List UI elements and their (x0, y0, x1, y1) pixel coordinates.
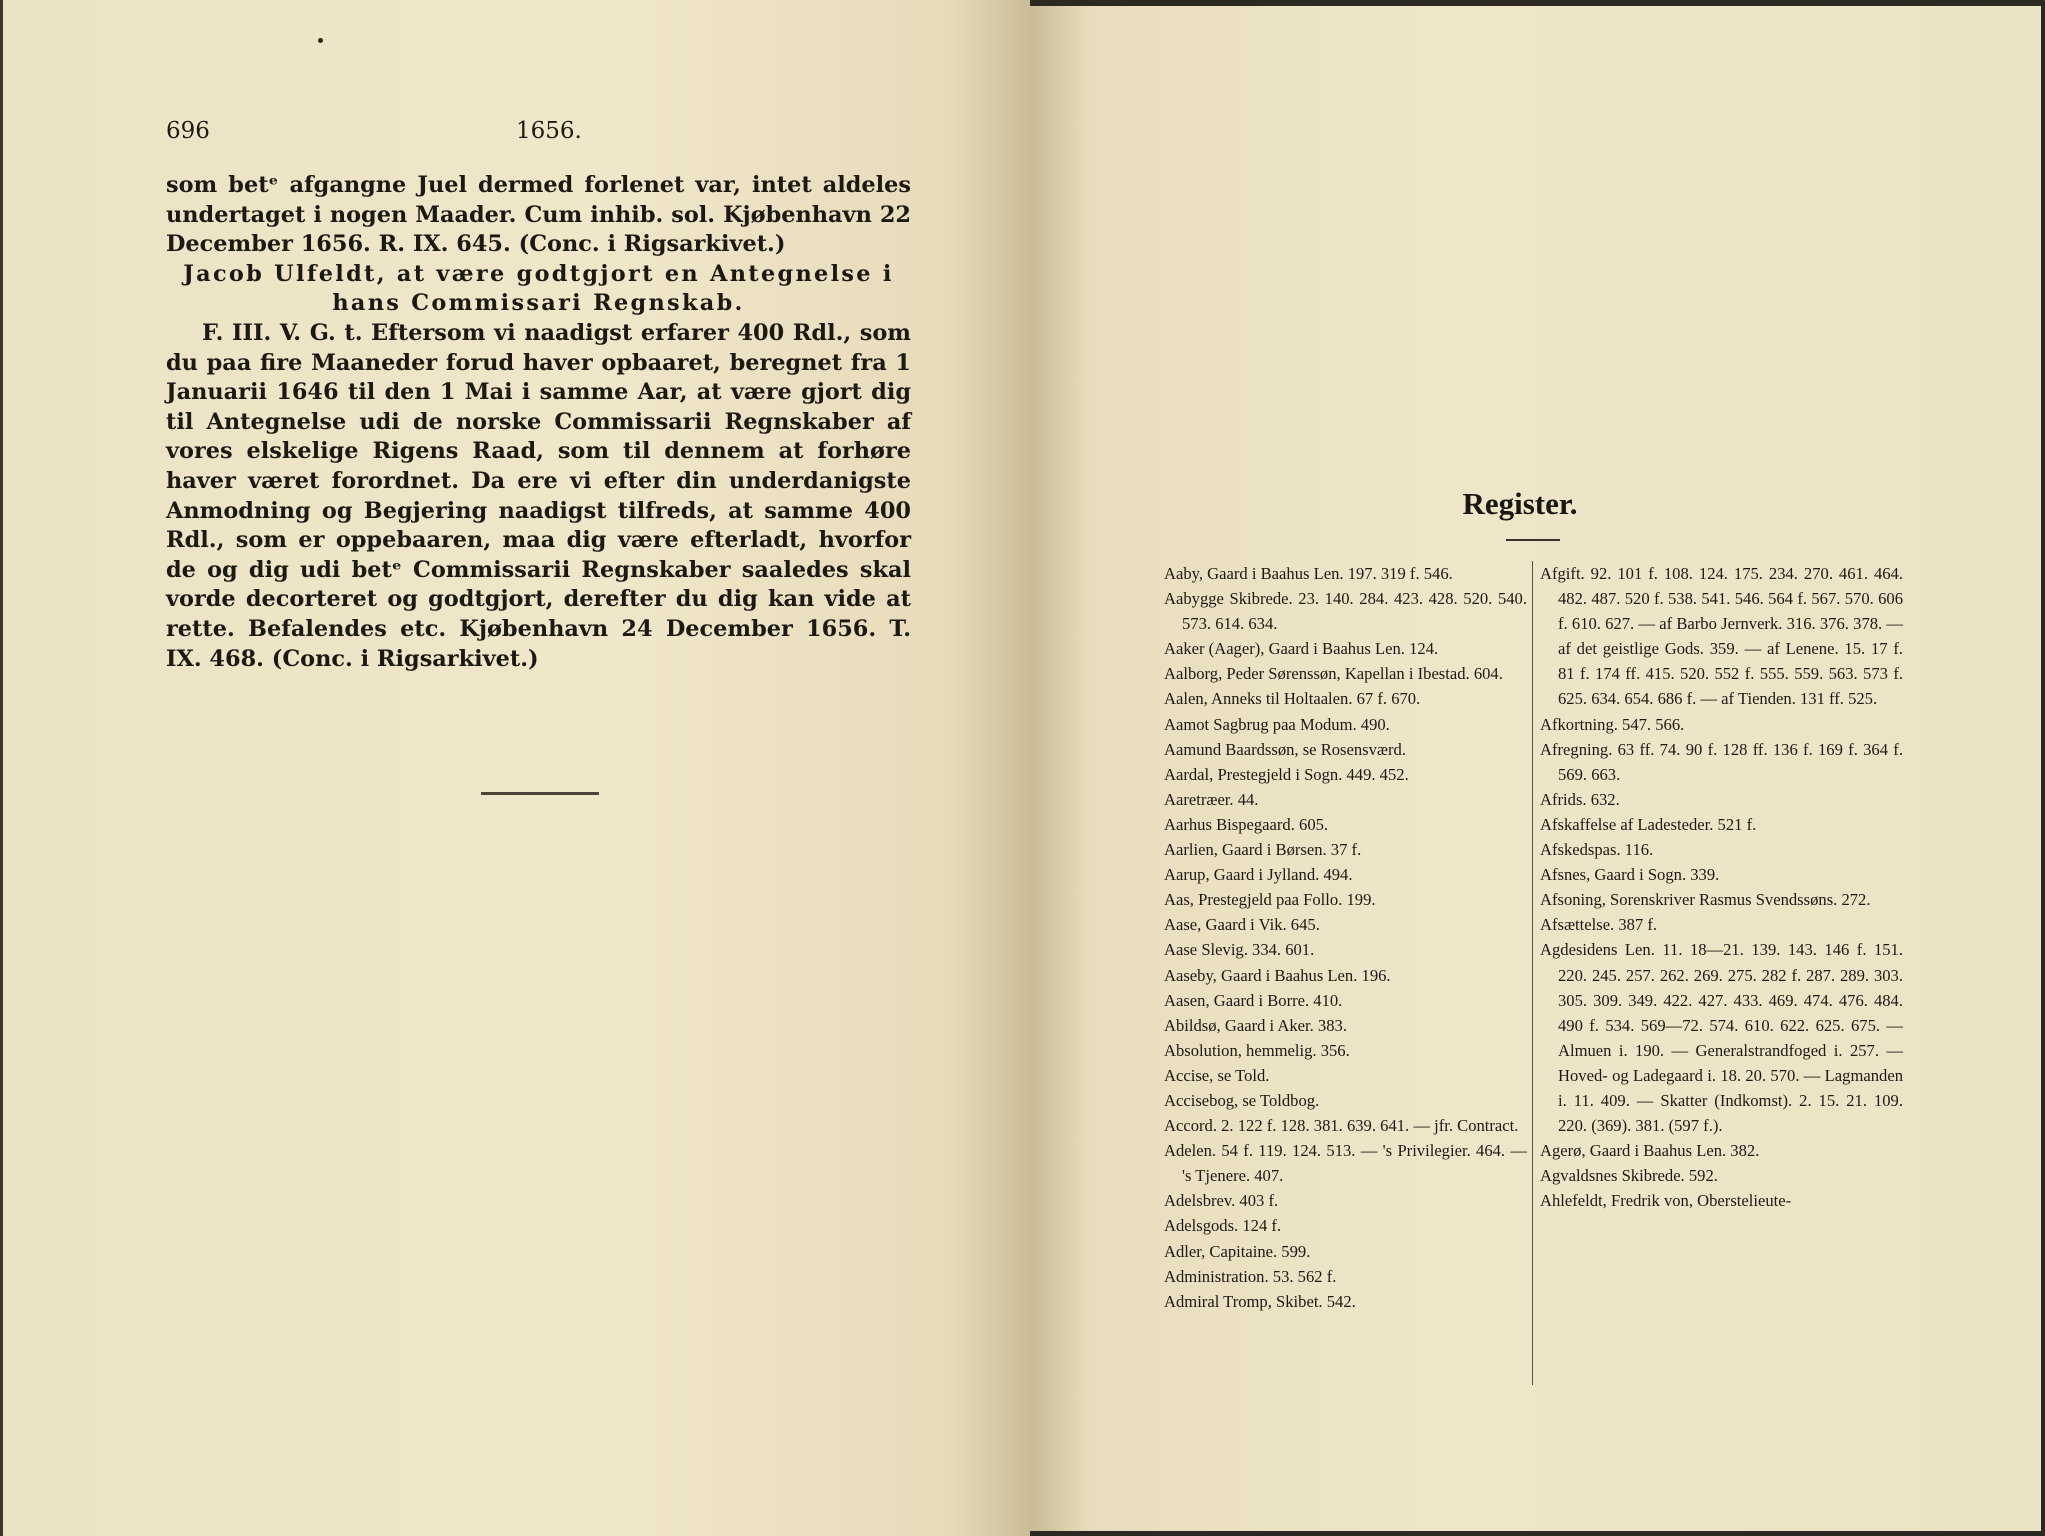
register-entry: Aarlien, Gaard i Børsen. 37 f. (1164, 840, 1362, 860)
register-entry: Aardal, Prestegjeld i Sogn. 449. 452. (1164, 764, 1409, 784)
ink-speck (318, 38, 323, 43)
register-entry: Aase Slevig. 334. 601. (1164, 940, 1315, 960)
register-entry: Aabygge Skibrede. 23. 140. 284. 423. 428. 520. 540. 573. 614. 634. (1164, 589, 1527, 634)
section-heading: Jacob Ulfeldt, at være godtgjort en Antegnelse i hans Commissari Regnskab. (183, 260, 894, 317)
register-entry: Aasen, Gaard i Borre. 410. (1164, 990, 1343, 1010)
left-page-body (166, 171, 911, 674)
register-title: Register. (1462, 486, 1578, 521)
register-entry: Afskedspas. 116. (1540, 840, 1654, 860)
register-entry: Agerø, Gaard i Baahus Len. 382. (1540, 1141, 1760, 1161)
body-paragraph: F. III. V. G. t. Eftersom vi naadigst erfarer 400 Rdl., som du paa fire Maaneder forud haver opbaaret, beregnet fra 1 Januarii 1646 til den 1 Mai i samme Aar, at være gjort dig til Antegnelse udi de norske Commissarii Regnskaber af vores elskelige Rigens Raad, som til dennem at forhøre haver været forordnet. Da ere vi efter din underdanigste Anmodning og Begjering naadigst tilfreds, at samme 400 Rdl., som er oppebaaren, maa dig være efterladt, hvorfor de og dig udi betᵉ Commissarii Regnskaber saaledes skal vorde decorteret og godtgjort, derefter du dig kan vide at rette. Befalendes etc. Kjøbenhavn 24 December 1656. T. IX. 468. (Conc. i Rigsarkivet.) (166, 319, 911, 672)
register-entry: Accord. 2. 122 f. 128. 381. 639. 641. — jfr. Contract. (1164, 1116, 1519, 1136)
register-entry: Adler, Capitaine. 599. (1164, 1241, 1311, 1261)
register-entry: Abildsø, Gaard i Aker. 383. (1164, 1015, 1347, 1035)
left-page-header (166, 118, 911, 152)
register-entry: Agvaldsnes Skibrede. 592. (1540, 1166, 1718, 1186)
register-entry: Adelen. 54 f. 119. 124. 513. — 's Privilegier. 464. — 's Tjenere. 407. (1164, 1141, 1527, 1186)
register-entry: Aase, Gaard i Vik. 645. (1164, 915, 1320, 935)
register-entry: Afsoning, Sorenskriver Rasmus Svendssøns. 272. (1540, 890, 1871, 910)
register-entry: Admiral Tromp, Skibet. 542. (1164, 1291, 1356, 1311)
section-rule (481, 792, 599, 795)
register-entry: Afskaffelse af Ladesteder. 521 f. (1540, 814, 1757, 834)
register-entry: Absolution, hemmelig. 356. (1164, 1040, 1350, 1060)
register-column-left (1164, 561, 1527, 1314)
register-entry: Afsnes, Gaard i Sogn. 339. (1540, 865, 1720, 885)
register-entry: Afkortning. 547. 566. (1540, 714, 1685, 734)
title-rule (1506, 539, 1560, 541)
register-entry: Afregning. 63 ff. 74. 90 f. 128 ff. 136 f. 169 f. 364 f. 569. 663. (1540, 739, 1903, 784)
register-entry: Aalborg, Peder Sørenssøn, Kapellan i Ibestad. 604. (1164, 664, 1503, 684)
register-column-right (1540, 561, 1903, 1213)
register-entry: Adelsgods. 124 f. (1164, 1216, 1282, 1236)
register-entry: Aaby, Gaard i Baahus Len. 197. 319 f. 546. (1164, 564, 1453, 583)
register-entry: Aalen, Anneks til Holtaalen. 67 f. 670. (1164, 689, 1421, 709)
register-entry: Aas, Prestegjeld paa Follo. 199. (1164, 890, 1376, 910)
register-entry: Aarup, Gaard i Jylland. 494. (1164, 865, 1353, 885)
register-entry: Aarhus Bispegaard. 605. (1164, 814, 1329, 834)
column-divider (1532, 561, 1533, 1385)
register-entry: Agdesidens Len. 11. 18—21. 139. 143. 146 f. 151. 220. 245. 257. 262. 269. 275. 282 f. 287. 289. 303. 305. 309. 349. 422. 427. 433. 469. 474. 476. 484. 490 f. 534. 569—72. 574. 610. 622. 625. 675. — Almuen i. 190. — Generalstrandfoged i. 257. — Hoved- og Ladegaard i. 18. 20. 570. — Lagmanden i. 11. 409. — Skatter (Indkomst). 2. 15. 21. 109. 220. (369). 381. (597 f.). (1540, 940, 1903, 1136)
register-entry: Aaker (Aager), Gaard i Baahus Len. 124. (1164, 639, 1439, 659)
register-entry: Aamund Baardssøn, se Rosensværd. (1164, 739, 1406, 759)
register-entry: Adelsbrev. 403 f. (1164, 1191, 1279, 1211)
register-entry: Accise, se Told. (1164, 1065, 1270, 1085)
register-entry: Aaretræer. 44. (1164, 789, 1259, 809)
register-entry: Afrids. 632. (1540, 789, 1620, 809)
register-entry: Afsættelse. 387 f. (1540, 915, 1658, 935)
running-head-year: 1656. (516, 118, 582, 144)
register-entry: Accisebog, se Toldbog. (1164, 1090, 1320, 1110)
register-entry: Ahlefeldt, Fredrik von, Oberstelieute- (1540, 1191, 1792, 1211)
register-entry: Afgift. 92. 101 f. 108. 124. 175. 234. 270. 461. 464. 482. 487. 520 f. 538. 541. 546. 564 f. 567. 570. 606 f. 610. 627. — af Barbo Jernverk. 316. 376. 378. — af det geistlige Gods. 359. — af Lenene. 15. 17 f. 81 f. 174 ff. 415. 520. 552 f. 555. 559. 563. 573 f. 625. 634. 654. 686 f. — af Tienden. 131 ff. 525. (1540, 564, 1903, 709)
body-paragraph: som betᵉ afgangne Juel dermed forlenet var, intet aldeles undertaget i nogen Maader. Cum inhib. sol. Kjøbenhavn 22 December 1656. R. IX. 645. (Conc. i Rigsarkivet.) (166, 172, 911, 258)
register-entry: Aaseby, Gaard i Baahus Len. 196. (1164, 965, 1391, 985)
register-entry: Aamot Sagbrug paa Modum. 490. (1164, 714, 1390, 734)
page-number: 696 (166, 118, 210, 144)
register-entry: Administration. 53. 562 f. (1164, 1266, 1337, 1286)
